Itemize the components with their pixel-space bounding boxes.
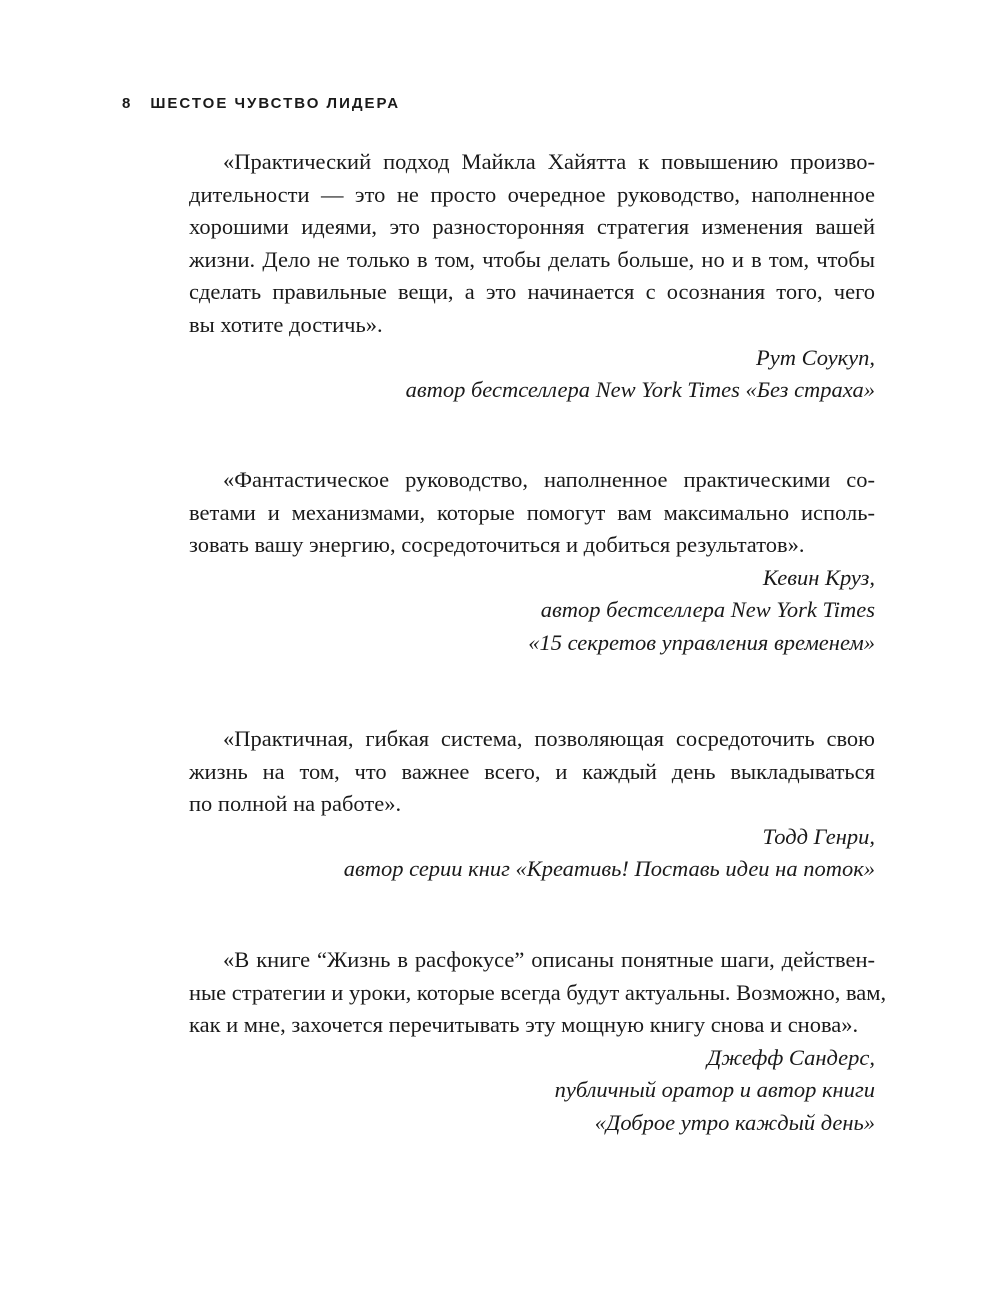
quote-line: «В книге “Жизнь в расфокусе” описаны понятные шаги, действен- [223,947,875,972]
author-credit: публичный оратор и автор книги [554,1077,875,1103]
author-name: Рут Соукуп, [756,344,875,370]
quote-text [189,944,887,1042]
quote-line: вы хотите достичь». [189,311,383,337]
attribution [189,342,875,407]
endorsement-1 [189,146,875,407]
quote-line: как и мне, захочется перечитывать эту мощную книгу снова и снова». [189,1012,859,1038]
author-name: Тодд Генри, [762,823,875,849]
author-name: Джефф Сандерс, [706,1044,875,1070]
book-title: ШЕСТОЕ ЧУВСТВО ЛИДЕРА [150,95,401,112]
endorsement-2 [189,464,875,660]
page-number: 8 [122,95,133,112]
quote-line: жизнь на том, что важнее всего, и каждый день выкладываться [189,758,875,784]
author-credit: автор бестселлера New York Times [540,597,875,623]
quote-line: «Практический подход Майкла Хайятта к повышению произво- [223,149,875,174]
quote-line: сделать правильные вещи, а это начинается с осознания того, чего [189,279,875,305]
quote-line: хорошими идеями, это разносторонняя стратегия изменения вашей [189,214,875,240]
author-credit: автор серии книг «Креативь! Поставь идеи на поток» [343,856,875,882]
author-credit: автор бестселлера New York Times «Без страха» [405,377,875,403]
author-name: Кевин Круз, [762,564,875,590]
quote-line: дительности — это не просто очередное руководство, наполненное [189,181,875,207]
attribution [189,821,875,886]
quote-line: ветами и механизмами, которые помогут вам максимально исполь- [189,499,875,525]
attribution [189,562,875,660]
quote-line: «Практичная, гибкая система, позволяющая сосредоточить свою [223,726,875,751]
quote-line: зовать вашу энергию, сосредоточиться и добиться результатов». [189,532,805,558]
quote-line: жизни. Дело не только в том, чтобы делать больше, но и в том, чтобы [189,246,875,272]
author-credit: «15 секретов управления временем» [528,629,875,655]
quote-line: ные стратегии и уроки, которые всегда будут актуальны. Возможно, вам, [189,979,887,1005]
author-credit: «Доброе утро каждый день» [594,1109,875,1135]
quote-line: по полной на работе». [189,791,402,817]
quote-line: «Фантастическое руководство, наполненное практическими со- [223,467,875,492]
quote-text [189,464,875,562]
endorsement-4 [189,944,887,1140]
quote-text [189,723,875,821]
attribution [189,1042,875,1140]
quote-text [189,146,875,342]
endorsement-3 [189,723,875,886]
running-header [122,94,400,114]
